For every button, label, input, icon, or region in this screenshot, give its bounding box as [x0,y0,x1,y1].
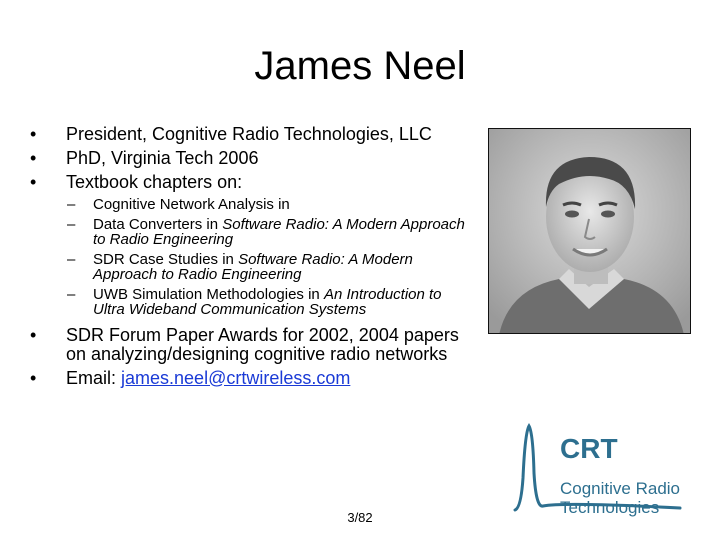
logo-line2: Technologies [560,498,660,517]
page-number: 3/82 [347,510,373,525]
portrait-image [489,129,691,334]
crt-logo [505,418,685,523]
bullet-text: President, Cognitive Radio Technologies, LLC [66,124,432,144]
bullet-icon: • [30,124,37,144]
bullet-text: Textbook chapters on: [66,172,243,192]
dash-icon: – [67,196,76,213]
chapter-text: UWB Simulation Methodologies in [93,285,324,303]
bullet-text: PhD, Virginia Tech 2006 [66,148,259,168]
chapter-book: Software Radio: A Modern Approach to Radio Engineering [93,250,413,283]
bullet-item [28,149,473,168]
logo-line1: Cognitive Radio [560,479,681,498]
bullet-icon: • [30,148,37,168]
slide-body [28,125,473,393]
profile-photo [488,128,691,334]
chapter-list [28,197,473,318]
chapter-text: Data Converters in [93,215,223,233]
bullet-item [28,369,473,388]
chapter-text: SDR Case Studies in [93,250,239,268]
bullet-item [28,125,473,144]
dash-icon: – [67,285,76,303]
bullet-item [28,173,473,192]
email-label: Email: [66,367,122,388]
chapter-item [28,197,473,213]
chapter-book: An Introduction to Ultra Wideband Communication Systems [93,285,442,318]
slide-title: James Neel [254,44,466,88]
chapter-item [28,287,473,318]
bullet-icon: • [30,367,37,388]
bullet-icon: • [30,324,37,345]
chapter-book: Software Radio: A Modern Approach to Radio Engineering [93,215,465,248]
logo-abbr: CRT [560,433,618,464]
chapter-item [28,252,473,283]
email-link[interactable]: james.neel@crtwireless.com [121,367,351,388]
dash-icon: – [67,250,76,268]
chapter-item [28,217,473,248]
awards-text: SDR Forum Paper Awards for 2002, 2004 papers on analyzing/designing cognitive radio networks [66,324,459,364]
bullet-item [28,326,473,364]
dash-icon: – [67,215,76,233]
bullet-icon: • [30,172,37,192]
chapter-text: Cognitive Network Analysis in [93,196,290,213]
